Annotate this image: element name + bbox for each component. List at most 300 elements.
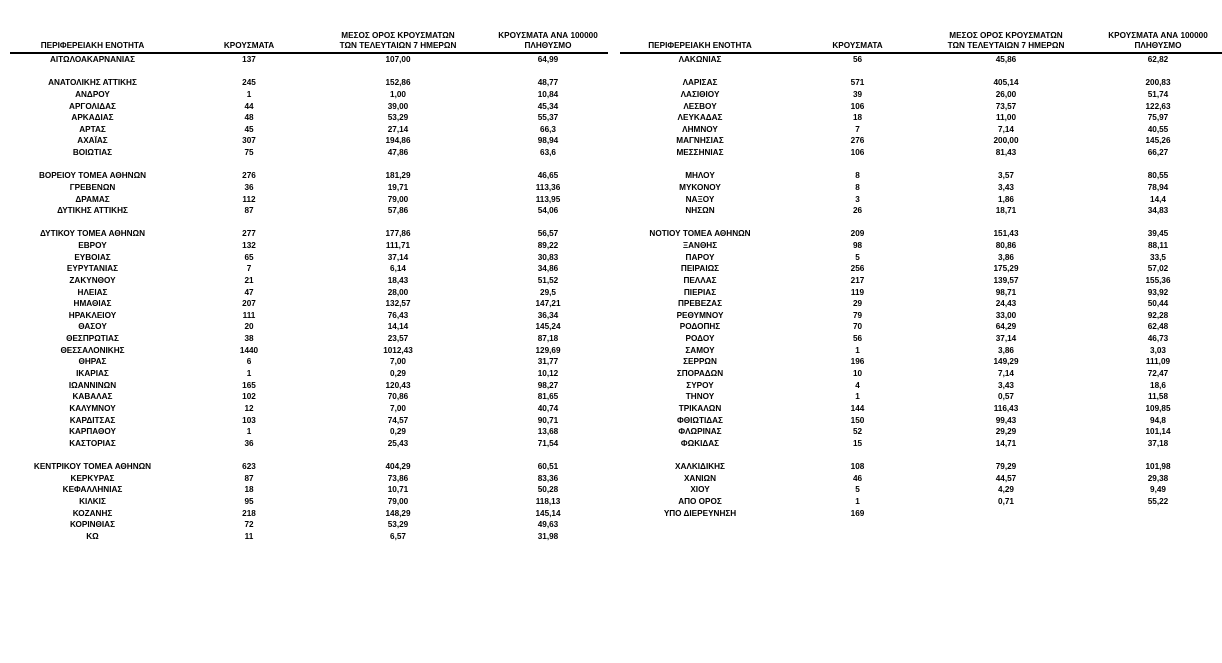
cell-avg7: 111,71 (385, 241, 411, 251)
cell-region: ΣΥΡΟΥ (686, 380, 714, 390)
cell-region: ΚΑΒΑΛΑΣ (72, 392, 113, 402)
cell-region: ΚΙΛΚΙΣ (79, 496, 106, 506)
cell-region: ΒΟΡΕΙΟΥ ΤΟΜΕΑ ΑΘΗΝΩΝ (38, 171, 147, 181)
cell-avg7: 73,57 (995, 101, 1017, 111)
table-row (0, 310, 620, 321)
table-row (0, 333, 620, 344)
cell-cases: 15 (852, 438, 863, 448)
cell-per100k: 50,28 (537, 485, 559, 495)
cell-cases: 112 (242, 194, 256, 204)
cell-avg7: 149,29 (993, 357, 1019, 367)
table-row (610, 484, 1222, 495)
cell-avg7: 6,57 (390, 531, 406, 541)
cell-cases: 5 (855, 485, 860, 495)
table-row (610, 345, 1222, 356)
table-row (0, 124, 620, 135)
cell-avg7: 194,86 (385, 136, 411, 146)
cell-region: ΚΑΡΔΙΤΣΑΣ (69, 415, 116, 425)
cell-cases: 4 (855, 380, 860, 390)
cell-region: ΘΕΣΣΑΛΟΝΙΚΗΣ (60, 345, 125, 355)
cell-per100k: 29,5 (540, 287, 556, 297)
cell-avg7: 18,71 (995, 206, 1017, 216)
table-row (610, 170, 1222, 181)
cell-cases: 623 (242, 462, 256, 472)
cell-per100k: 48,77 (537, 78, 559, 88)
table-row (610, 496, 1222, 507)
cell-cases: 47 (244, 287, 254, 297)
cell-cases: 45 (244, 124, 254, 134)
table-row (0, 135, 620, 146)
table-row (610, 182, 1222, 193)
table-row (610, 356, 1222, 367)
table-row (0, 275, 620, 286)
cell-per100k: 122,63 (1145, 101, 1171, 111)
cell-region: ΓΡΕΒΕΝΩΝ (69, 182, 116, 192)
cell-per100k: 9,49 (1150, 485, 1166, 495)
table-row (610, 252, 1222, 263)
cell-per100k: 109,85 (1145, 403, 1171, 413)
cell-region: ΒΟΙΩΤΙΑΣ (72, 148, 113, 158)
cell-region: ΝΑΞΟΥ (685, 194, 715, 204)
cell-avg7: 19,71 (387, 182, 409, 192)
cell-per100k: 11,58 (1147, 392, 1169, 402)
cell-region: ΜΕΣΣΗΝΙΑΣ (676, 148, 724, 158)
cell-cases: 6 (246, 357, 252, 367)
cell-cases: 108 (850, 462, 865, 472)
cell-region: ΗΛΕΙΑΣ (77, 287, 108, 297)
right-table-header (620, 26, 1222, 54)
cell-per100k: 56,57 (537, 229, 559, 239)
cell-cases: 137 (242, 55, 256, 64)
cell-region: ΝΗΣΩΝ (685, 206, 715, 216)
cell-per100k: 29,38 (1147, 473, 1169, 483)
cell-avg7: 1,86 (998, 194, 1014, 204)
cell-avg7: 79,00 (387, 194, 409, 204)
cell-avg7: 151,43 (993, 229, 1019, 239)
cell-per100k: 155,36 (1145, 275, 1171, 285)
cell-region: ΑΙΤΩΛΟΑΚΑΡΝΑΝΙΑΣ (49, 55, 136, 64)
cell-avg7: 7,00 (390, 403, 406, 413)
cell-region: ΦΩΚΙΔΑΣ (680, 438, 720, 448)
cell-region: ΗΡΑΚΛΕΙΟΥ (68, 310, 117, 320)
cell-avg7: 181,29 (385, 171, 411, 181)
cell-per100k: 60,51 (537, 462, 559, 472)
cell-cases: 98 (852, 241, 863, 251)
cell-avg7: 37,14 (995, 334, 1017, 344)
table-row (0, 415, 620, 426)
cell-avg7: 14,71 (995, 438, 1017, 448)
cell-region: ΔΡΑΜΑΣ (75, 194, 110, 204)
cell-per100k: 57,02 (1147, 264, 1169, 274)
cell-per100k: 18,6 (1150, 380, 1166, 390)
cell-per100k: 71,54 (537, 438, 559, 448)
cell-avg7: 74,57 (387, 415, 409, 425)
cell-per100k: 13,68 (537, 427, 559, 437)
table-row (0, 240, 620, 251)
cell-region: ΑΝΔΡΟΥ (75, 89, 110, 99)
table-row (610, 403, 1222, 414)
cell-region: ΙΩΑΝΝΙΝΩΝ (68, 380, 117, 390)
table-row (610, 77, 1222, 88)
cell-per100k: 36,34 (537, 310, 559, 320)
cell-avg7: 200,00 (993, 136, 1019, 146)
cell-cases: 56 (852, 334, 863, 344)
cell-cases: 5 (855, 252, 860, 262)
header-per100k: ΚΡΟΥΣΜΑΤΑ ΑΝΑ 100000 ΠΛΗΘΥΣΜΟ (1108, 31, 1208, 50)
cell-avg7: 37,14 (387, 252, 409, 262)
cell-region: ΧΑΛΚΙΔΙΚΗΣ (675, 462, 725, 472)
table-row (0, 252, 620, 263)
cell-region: ΛΑΚΩΝΙΑΣ (678, 55, 722, 64)
cell-cases: 571 (850, 78, 865, 88)
table-row (0, 426, 620, 437)
header-avg7: ΜΕΣΟΣ ΟΡΟΣ ΚΡΟΥΣΜΑΤΩΝ ΤΩΝ ΤΕΛΕΥΤΑΙΩΝ 7 ΗΜΕΡΩΝ (947, 31, 1065, 50)
cell-avg7: 14,14 (387, 322, 409, 332)
cell-cases: 169 (850, 508, 865, 518)
cell-cases: 132 (242, 241, 256, 251)
cell-cases: 207 (242, 299, 256, 309)
table-row (0, 205, 620, 216)
cell-per100k: 72,47 (1147, 369, 1169, 378)
cell-region: ΚΟΡΙΝΘΙΑΣ (69, 520, 116, 530)
cell-cases: 1 (246, 89, 252, 99)
cell-avg7: 79,00 (387, 496, 409, 506)
table-row (0, 356, 620, 367)
cell-region: ΛΑΣΙΘΙΟΥ (680, 89, 720, 99)
cell-region: ΕΒΡΟΥ (78, 241, 107, 251)
cell-per100k: 62,82 (1147, 55, 1169, 64)
cell-cases: 18 (852, 113, 863, 123)
cell-avg7: 99,43 (995, 415, 1017, 425)
cell-cases: 106 (850, 148, 865, 158)
cell-cases: 150 (850, 415, 865, 425)
cell-avg7: 3,43 (998, 182, 1014, 192)
cell-cases: 87 (244, 473, 254, 483)
cell-cases: 36 (244, 438, 254, 448)
cell-avg7: 79,29 (995, 462, 1017, 472)
cell-avg7: 152,86 (385, 78, 411, 88)
cell-per100k: 101,14 (1145, 427, 1171, 437)
cell-region: ΡΟΔΟΥ (685, 334, 715, 344)
table-row (0, 147, 620, 158)
cell-cases: 20 (244, 322, 254, 332)
cell-cases: 103 (242, 415, 256, 425)
cell-per100k: 39,45 (1147, 229, 1169, 239)
table-row (610, 287, 1222, 298)
cell-region: ΚΑΣΤΟΡΙΑΣ (69, 438, 116, 448)
cell-region: ΠΙΕΡΙΑΣ (683, 287, 717, 297)
cell-per100k: 46,65 (537, 171, 559, 181)
cell-avg7: 53,29 (387, 113, 409, 123)
cell-avg7: 10,71 (387, 485, 409, 495)
cell-avg7: 33,00 (995, 310, 1017, 320)
cell-avg7: 107,00 (385, 55, 411, 64)
cell-avg7: 70,86 (387, 392, 409, 402)
table-row (0, 170, 620, 181)
cell-cases: 72 (244, 520, 254, 530)
cell-region: ΚΕΦΑΛΛΗΝΙΑΣ (62, 485, 123, 495)
cell-cases: 12 (244, 403, 254, 413)
cell-avg7: 73,86 (387, 473, 409, 483)
cell-cases: 79 (852, 310, 863, 320)
cell-avg7: 0,29 (390, 427, 406, 437)
cell-per100k: 10,12 (537, 369, 559, 378)
cell-per100k: 14,4 (1150, 194, 1166, 204)
cell-avg7: 0,57 (998, 392, 1014, 402)
cell-cases: 165 (242, 380, 256, 390)
cell-cases: 144 (850, 403, 865, 413)
cell-avg7: 23,57 (387, 334, 409, 344)
cell-cases: 48 (244, 113, 254, 123)
cell-region: ΣΕΡΡΩΝ (683, 357, 717, 367)
cell-per100k: 147,21 (535, 299, 561, 309)
cell-cases: 21 (244, 275, 254, 285)
table-row (610, 298, 1222, 309)
cell-cases: 8 (855, 171, 860, 181)
cell-cases: 44 (244, 101, 254, 111)
cell-avg7: 116,43 (993, 403, 1019, 413)
cell-region: ΑΡΤΑΣ (79, 124, 106, 134)
cell-per100k: 34,86 (537, 264, 559, 274)
cell-avg7: 3,86 (998, 345, 1014, 355)
cell-per100k: 75,97 (1147, 113, 1169, 123)
table-row (0, 298, 620, 309)
header-cases: ΚΡΟΥΣΜΑΤΑ (832, 41, 883, 50)
table-row (0, 484, 620, 495)
cell-avg7: 0,71 (998, 496, 1014, 506)
cell-region: ΔΥΤΙΚΟΥ ΤΟΜΕΑ ΑΘΗΝΩΝ (39, 229, 146, 239)
cell-per100k: 87,18 (537, 334, 559, 344)
cell-cases: 217 (850, 275, 865, 285)
table-row (0, 54, 620, 65)
cell-per100k: 3,03 (1150, 345, 1166, 355)
cell-cases: 38 (244, 334, 254, 344)
cell-region: ΘΗΡΑΣ (78, 357, 107, 367)
table-row (0, 403, 620, 414)
cell-avg7: 39,00 (387, 101, 409, 111)
cell-avg7: 64,29 (995, 322, 1017, 332)
table-row (0, 77, 620, 88)
table-row (610, 368, 1222, 379)
cell-cases: 3 (855, 194, 860, 204)
cell-avg7: 18,43 (387, 275, 409, 285)
cell-avg7: 7,14 (998, 369, 1014, 378)
cell-region: ΡΟΔΟΠΗΣ (679, 322, 721, 332)
table-row (610, 461, 1222, 472)
cell-cases: 256 (850, 264, 865, 274)
cell-avg7: 3,57 (998, 171, 1014, 181)
table-row (0, 101, 620, 112)
cell-per100k: 33,5 (1150, 252, 1166, 262)
table-row (0, 345, 620, 356)
cell-per100k: 55,37 (537, 113, 559, 123)
cell-region: ΙΚΑΡΙΑΣ (76, 369, 109, 378)
table-row (0, 287, 620, 298)
cell-per100k: 145,26 (1145, 136, 1171, 146)
cell-per100k: 92,28 (1147, 310, 1169, 320)
table-row (0, 438, 620, 449)
cell-region: ΞΑΝΘΗΣ (682, 241, 718, 251)
cell-per100k: 40,74 (537, 403, 559, 413)
table-row (610, 147, 1222, 158)
cell-avg7: 177,86 (385, 229, 411, 239)
cell-region: ΕΥΡΥΤΑΝΙΑΣ (66, 264, 119, 274)
cell-region: ΕΥΒΟΙΑΣ (74, 252, 111, 262)
cell-per100k: 101,98 (1145, 462, 1171, 472)
table-row (610, 240, 1222, 251)
cell-cases: 102 (242, 392, 256, 402)
table-row (610, 415, 1222, 426)
cell-avg7: 98,71 (995, 287, 1017, 297)
table-row (0, 263, 620, 274)
cell-per100k: 66,3 (540, 124, 556, 134)
table-row (610, 380, 1222, 391)
cell-per100k: 145,24 (535, 322, 561, 332)
cell-per100k: 31,98 (537, 531, 559, 541)
cell-cases: 8 (855, 182, 860, 192)
cell-region: ΠΑΡΟΥ (685, 252, 715, 262)
cell-per100k: 62,48 (1147, 322, 1169, 332)
cell-cases: 277 (242, 229, 256, 239)
table-row (610, 263, 1222, 274)
table-row (0, 380, 620, 391)
table-row (0, 112, 620, 123)
cell-cases: 11 (244, 531, 254, 541)
cell-avg7: 53,29 (387, 520, 409, 530)
cell-avg7: 7,00 (390, 357, 406, 367)
cell-region: ΠΡΕΒΕΖΑΣ (677, 299, 723, 309)
cell-region: ΑΝΑΤΟΛΙΚΗΣ ΑΤΤΙΚΗΣ (48, 78, 137, 88)
cell-cases: 46 (852, 473, 863, 483)
cell-avg7: 175,29 (993, 264, 1019, 274)
cell-avg7: 11,00 (995, 113, 1017, 123)
cell-avg7: 405,14 (993, 78, 1019, 88)
cell-cases: 196 (850, 357, 865, 367)
cell-per100k: 46,73 (1147, 334, 1169, 344)
header-region: ΠΕΡΙΦΕΡΕΙΑΚΗ ΕΝΟΤΗΤΑ (40, 41, 145, 50)
cell-region: ΚΕΝΤΡΙΚΟΥ ΤΟΜΕΑ ΑΘΗΝΩΝ (33, 462, 152, 472)
cell-region: ΛΗΜΝΟΥ (682, 124, 718, 134)
cell-avg7: 45,86 (995, 55, 1017, 64)
cell-cases: 245 (242, 78, 256, 88)
table-row (610, 135, 1222, 146)
cell-per100k: 93,92 (1147, 287, 1169, 297)
cell-avg7: 6,14 (390, 264, 406, 274)
cell-cases: 70 (852, 322, 863, 332)
cell-cases: 10 (852, 369, 863, 378)
header-avg7: ΜΕΣΟΣ ΟΡΟΣ ΚΡΟΥΣΜΑΤΩΝ ΤΩΝ ΤΕΛΕΥΤΑΙΩΝ 7 ΗΜΕΡΩΝ (339, 31, 457, 50)
table-row (610, 112, 1222, 123)
cell-avg7: 148,29 (385, 508, 411, 518)
table-row (610, 473, 1222, 484)
cell-cases: 119 (850, 287, 865, 297)
cell-avg7: 29,29 (995, 427, 1017, 437)
cell-per100k: 113,95 (535, 194, 561, 204)
table-row (610, 194, 1222, 205)
table-row (610, 321, 1222, 332)
table-row (0, 89, 620, 100)
cell-cases: 1 (246, 427, 252, 437)
cell-region: ΑΧΑΪΑΣ (77, 136, 108, 146)
table-row (0, 496, 620, 507)
cell-region: ΣΑΜΟΥ (685, 345, 715, 355)
cell-cases: 26 (852, 206, 863, 216)
cell-per100k: 98,27 (537, 380, 559, 390)
cell-region: ΦΘΙΩΤΙΔΑΣ (677, 415, 723, 425)
table-row (610, 101, 1222, 112)
cell-per100k: 40,55 (1147, 124, 1169, 134)
cell-region: ΠΕΛΛΑΣ (683, 275, 717, 285)
cell-avg7: 132,57 (385, 299, 411, 309)
cell-cases: 39 (852, 89, 863, 99)
cell-per100k: 113,36 (535, 182, 561, 192)
cell-per100k: 49,63 (537, 520, 559, 530)
cell-region: ΛΕΣΒΟΥ (683, 101, 717, 111)
cell-per100k: 45,34 (537, 101, 559, 111)
table-row (0, 473, 620, 484)
cell-region: ΚΑΛΥΜΝΟΥ (69, 403, 116, 413)
cell-per100k: 111,09 (1145, 357, 1171, 367)
cell-avg7: 47,86 (387, 148, 409, 158)
table-row (0, 461, 620, 472)
cell-region: ΣΠΟΡΑΔΩΝ (676, 369, 724, 378)
cell-per100k: 64,99 (537, 55, 559, 64)
cell-cases: 7 (855, 124, 860, 134)
cell-per100k: 50,44 (1147, 299, 1169, 309)
table-row (0, 228, 620, 239)
header-cases: ΚΡΟΥΣΜΑΤΑ (223, 41, 275, 50)
cell-per100k: 89,22 (537, 241, 559, 251)
cell-per100k: 51,52 (537, 275, 559, 285)
table-row (610, 391, 1222, 402)
cell-region: ΛΑΡΙΣΑΣ (682, 78, 718, 88)
cell-region: ΚΑΡΠΑΘΟΥ (69, 427, 116, 437)
table-row (0, 194, 620, 205)
table-row (610, 124, 1222, 135)
cell-per100k: 118,13 (535, 496, 561, 506)
cell-per100k: 63,6 (540, 148, 556, 158)
table-row (610, 54, 1222, 65)
table-row (610, 508, 1222, 519)
cell-avg7: 57,86 (387, 206, 409, 216)
table-row (0, 368, 620, 379)
cell-avg7: 404,29 (385, 462, 411, 472)
cell-cases: 276 (242, 171, 256, 181)
cell-avg7: 26,00 (995, 89, 1017, 99)
table-row (610, 310, 1222, 321)
cell-cases: 95 (244, 496, 254, 506)
cell-per100k: 81,65 (537, 392, 559, 402)
cell-region: ΤΗΝΟΥ (685, 392, 715, 402)
cell-avg7: 0,29 (390, 369, 406, 378)
cell-cases: 1440 (239, 345, 259, 355)
cell-region: ΧΑΝΙΩΝ (683, 473, 717, 483)
cell-region: ΛΕΥΚΑΔΑΣ (677, 113, 723, 123)
cell-avg7: 139,57 (993, 275, 1019, 285)
cell-cases: 209 (850, 229, 865, 239)
cell-region: ΗΜΑΘΙΑΣ (73, 299, 112, 309)
cell-region: ΡΕΘΥΜΝΟΥ (676, 310, 724, 320)
cell-per100k: 30,83 (537, 252, 559, 262)
cell-avg7: 27,14 (387, 124, 409, 134)
cell-per100k: 145,14 (535, 508, 561, 518)
cell-per100k: 88,11 (1147, 241, 1169, 251)
cell-cases: 1 (855, 392, 860, 402)
cell-per100k: 37,18 (1147, 438, 1169, 448)
cell-per100k: 80,55 (1147, 171, 1169, 181)
cell-region: ΑΠΟ ΟΡΟΣ (678, 496, 722, 506)
cell-per100k: 51,74 (1147, 89, 1169, 99)
